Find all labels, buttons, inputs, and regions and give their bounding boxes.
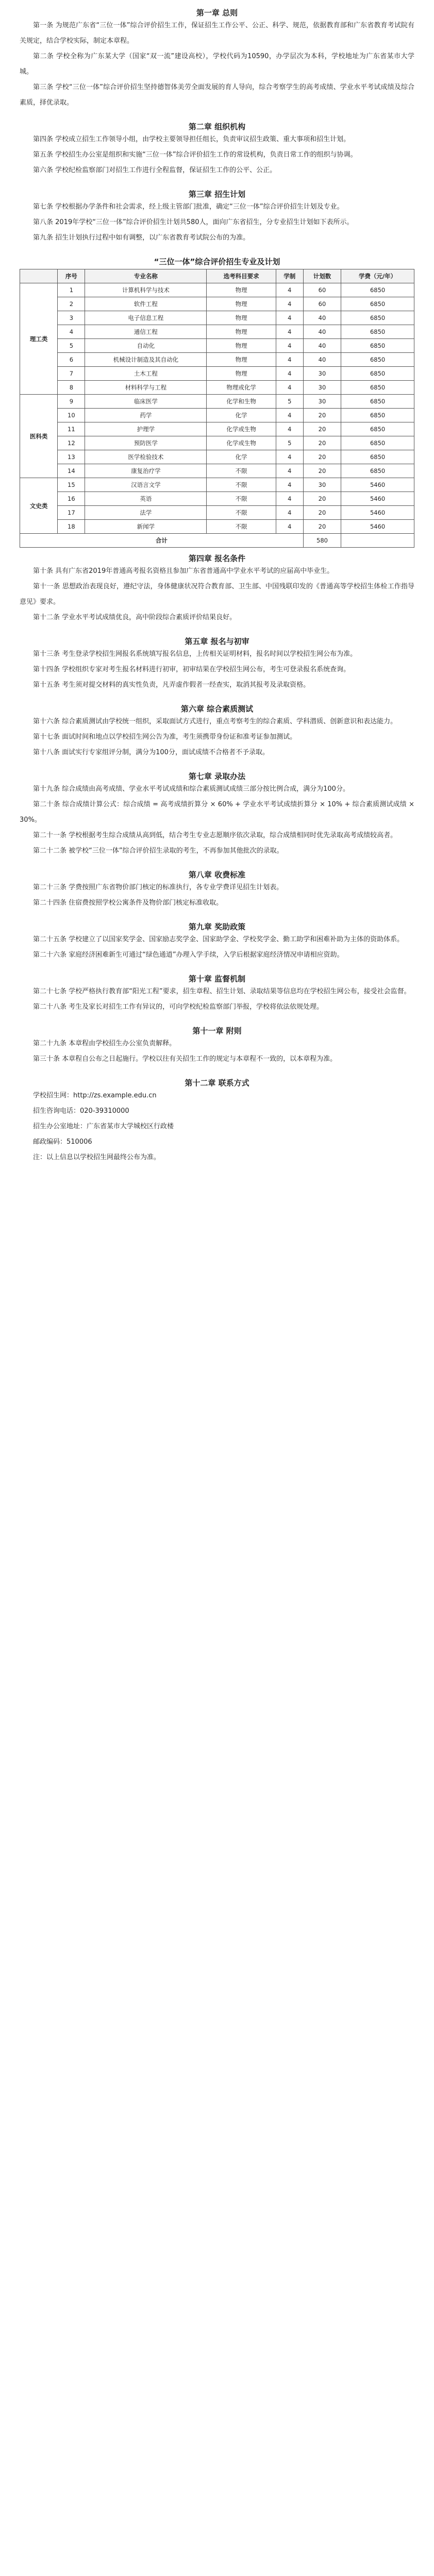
table-row: [20, 325, 414, 339]
table-cell: 40: [303, 325, 341, 339]
table-cell: 20: [303, 436, 341, 450]
chapter-paragraph: 第四条 学校成立招生工作领导小组，由学校主要领导担任组长，负责审议招生政策、重大事项和招生计划。: [33, 135, 350, 143]
table-cell: 化学或生物: [207, 436, 276, 450]
table-cell: 5: [276, 395, 303, 409]
table-cell: 6850: [341, 297, 414, 311]
table-header-row: [20, 269, 414, 283]
charter-back-section: [20, 553, 414, 1077]
table-cell: 物理: [207, 297, 276, 311]
table-cell: 40: [303, 353, 341, 367]
contact-section: [20, 1077, 414, 1165]
table-cell: 20: [303, 492, 341, 506]
table-cell: 不限: [207, 520, 276, 534]
table-cell: 8: [58, 381, 85, 395]
table-cell: 16: [58, 492, 85, 506]
chapter-paragraph: 第十二条 学业水平考试成绩优良，高中阶段综合素质评价结果良好。: [33, 614, 237, 621]
table-zone-cell: 理工类: [20, 283, 58, 395]
table-cell: 20: [303, 422, 341, 436]
table-row: [20, 464, 414, 478]
table-row: [20, 520, 414, 534]
table-cell: 3: [58, 311, 85, 325]
table-cell: 材料科学与工程: [85, 381, 207, 395]
table-cell: 英语: [85, 492, 207, 506]
chapter-paragraph: 第十五条 考生须对提交材料的真实性负责，凡弄虚作假者一经查实，取消其报考及录取资格。: [33, 681, 310, 689]
chapter-paragraph: 第八条 2019年学校“三位一体”综合评价招生计划共580人，面向广东省招生，分专业招生计划如下表所示。: [33, 218, 354, 226]
table-cell: 10: [58, 409, 85, 422]
table-cell: 40: [303, 311, 341, 325]
table-cell: 6850: [341, 436, 414, 450]
table-cell: 6850: [341, 311, 414, 325]
table-cell: 4: [276, 520, 303, 534]
table-cell: 4: [276, 325, 303, 339]
chapter-gap: [20, 246, 414, 256]
table-zone-cell: 文史类: [20, 478, 58, 534]
chapter-paragraph: 第十三条 考生登录学校招生网报名系统填写报名信息，上传相关证明材料，报名时间以学校招生网公布为准。: [33, 650, 357, 658]
table-cell: 汉语言文学: [85, 478, 207, 492]
table-cell: 9: [58, 395, 85, 409]
table-cell: 药学: [85, 409, 207, 422]
table-cell: 40: [303, 339, 341, 353]
table-cell: 13: [58, 450, 85, 464]
table-cell: 20: [303, 409, 341, 422]
table-cell: 4: [276, 492, 303, 506]
chapter-title: 第九章 奖助政策: [188, 922, 246, 931]
chapter-title: 第十一章 附则: [192, 1026, 242, 1036]
chapter-paragraph: 第十九条 综合成绩由高考成绩、学业水平考试成绩和综合素质测试成绩三部分按比例合成，满分为100分。: [33, 785, 349, 793]
chapter-paragraph: 第十八条 面试实行专家组评分制，满分为100分，面试成绩不合格者不予录取。: [33, 749, 269, 756]
table-cell: 医学检验技术: [85, 450, 207, 464]
table-cell: 物理: [207, 367, 276, 381]
table-row: [20, 436, 414, 450]
table-cell: 护理学: [85, 422, 207, 436]
table-cell: 电子信息工程: [85, 311, 207, 325]
table-cell: 14: [58, 464, 85, 478]
chapter-gap: [20, 963, 414, 973]
chapter-gap: [20, 178, 414, 189]
contact-item: 招生咨询电话：020-39310000: [33, 1107, 129, 1115]
table-cell: 30: [303, 381, 341, 395]
table-cell: 6850: [341, 353, 414, 367]
table-cell: 物理: [207, 339, 276, 353]
table-cell: 6850: [341, 450, 414, 464]
table-cell: 20: [303, 506, 341, 520]
table-cell: 4: [276, 367, 303, 381]
table-cell: 5: [276, 436, 303, 450]
table-cell: 物理: [207, 325, 276, 339]
table-cell: 30: [303, 395, 341, 409]
table-cell: 20: [303, 450, 341, 464]
table-header-cell: 计划数: [303, 269, 341, 283]
chapter-title: 第三章 招生计划: [188, 190, 246, 199]
table-row: [20, 353, 414, 367]
table-cell: 4: [276, 464, 303, 478]
table-cell: 4: [276, 450, 303, 464]
table-cell: 预防医学: [85, 436, 207, 450]
table-row: [20, 450, 414, 464]
chapter-title: 第七章 录取办法: [188, 772, 246, 781]
table-cell: 康复治疗学: [85, 464, 207, 478]
chapter-title: 第八章 收费标准: [188, 870, 246, 879]
table-cell: 不限: [207, 506, 276, 520]
table-cell: 5: [58, 339, 85, 353]
table-cell: 5460: [341, 520, 414, 534]
chapter-gap: [20, 693, 414, 703]
table-total-label: 合计: [20, 534, 304, 548]
chapter-paragraph: 第二十一条 学校根据考生综合成绩从高到低，结合考生专业志愿顺序依次录取，综合成绩相同时优先录取高考成绩较高者。: [33, 832, 397, 839]
table-cell: 4: [276, 283, 303, 297]
enrollment-plan-table: [20, 269, 414, 548]
table-header-cell-zone: [20, 269, 58, 283]
chapter-gap: [20, 1015, 414, 1025]
chapter-paragraph: 第二十六条 家庭经济困难新生可通过“绿色通道”办理入学手续，入学后根据家庭经济情况申请相应资助。: [33, 951, 344, 959]
chapter-title: 第六章 综合素质测试: [180, 704, 254, 714]
table-cell: 临床医学: [85, 395, 207, 409]
table-cell: 6850: [341, 409, 414, 422]
table-cell: 通信工程: [85, 325, 207, 339]
chapter-paragraph: 第二十三条 学费按照广东省物价部门核定的标准执行，各专业学费详见招生计划表。: [33, 884, 283, 891]
table-caption: “三位一体”综合评价招生专业及计划: [154, 257, 280, 266]
chapter-paragraph: 第三条 学校“三位一体”综合评价招生坚持德智体美劳全面发展的育人导向，综合考察学生的高考成绩、学业水平考试成绩及综合素质，择优录取。: [20, 83, 414, 107]
table-cell: 土木工程: [85, 367, 207, 381]
table-cell: 15: [58, 478, 85, 492]
chapter-title: 第二章 组织机构: [188, 122, 246, 131]
table-cell: 4: [276, 478, 303, 492]
table-cell: 11: [58, 422, 85, 436]
chapter-paragraph: 第二十七条 学校严格执行教育部“阳光工程”要求，招生章程、招生计划、录取结果等信息均在学校招生网公布，接受社会监督。: [33, 988, 411, 995]
table-cell: 4: [276, 409, 303, 422]
chapter-paragraph: 第二十八条 考生及家长对招生工作有异议的，可向学校纪检监察部门举报，学校将依法依规处理。: [33, 1003, 324, 1011]
contact-note: 注：以上信息以学校招生网最终公布为准。: [33, 1154, 161, 1161]
table-row: [20, 478, 414, 492]
table-cell: 6850: [341, 325, 414, 339]
table-cell: 4: [276, 297, 303, 311]
table-cell: 软件工程: [85, 297, 207, 311]
chapter-paragraph: 第十七条 面试时间和地点以学校招生网公告为准，考生须携带身份证和准考证参加测试。: [33, 733, 297, 741]
table-cell: 6850: [341, 339, 414, 353]
table-header-cell: 学制: [276, 269, 303, 283]
table-cell: 20: [303, 520, 341, 534]
table-cell: 6850: [341, 422, 414, 436]
chapter-paragraph: 第三十条 本章程自公布之日起施行。学校以往有关招生工作的规定与本章程不一致的，以本章程为准。: [33, 1055, 337, 1063]
chapter-gap: [20, 859, 414, 869]
contact-item: 学校招生网：http://zs.example.edu.cn: [33, 1092, 157, 1099]
table-cell: 自动化: [85, 339, 207, 353]
table-row: [20, 422, 414, 436]
table-cell: 机械设计制造及其自动化: [85, 353, 207, 367]
table-row: [20, 311, 414, 325]
table-header-cell: 选考科目要求: [207, 269, 276, 283]
table-cell: 30: [303, 478, 341, 492]
table-cell: 4: [276, 422, 303, 436]
table-cell: 化学和生物: [207, 395, 276, 409]
table-cell: 物理: [207, 311, 276, 325]
table-header-cell: 学费（元/年）: [341, 269, 414, 283]
table-cell: 法学: [85, 506, 207, 520]
table-cell: 物理: [207, 283, 276, 297]
chapter-paragraph: 第十条 具有广东省2019年普通高考报名资格且参加广东省普通高中学业水平考试的应届高中毕业生。: [33, 567, 334, 575]
chapter-paragraph: 第二十四条 住宿费按照学校公寓条件及物价部门核定标准收取。: [33, 899, 223, 907]
chapter-paragraph: 第二十二条 被学校“三位一体”综合评价招生录取的考生，不再参加其他批次的录取。: [33, 847, 283, 855]
chapter-paragraph: 第二条 学校全称为广东某大学（国家“双一流”建设高校），学校代码为10590，办学层次为本科，学校地址为广东省某市大学城。: [20, 53, 414, 76]
table-cell: 6: [58, 353, 85, 367]
table-cell: 4: [276, 339, 303, 353]
table-cell: 不限: [207, 492, 276, 506]
table-cell: 化学: [207, 409, 276, 422]
table-cell: 6850: [341, 283, 414, 297]
table-cell: 6850: [341, 381, 414, 395]
table-cell: 4: [276, 506, 303, 520]
table-cell: 4: [276, 311, 303, 325]
table-cell: 不限: [207, 464, 276, 478]
table-cell: 化学或生物: [207, 422, 276, 436]
table-header-cell: 序号: [58, 269, 85, 283]
table-cell: 物理或化学: [207, 381, 276, 395]
chapter-title: 第四章 报名条件: [188, 554, 246, 563]
table-cell: 5460: [341, 478, 414, 492]
table-cell: 新闻学: [85, 520, 207, 534]
chapter-paragraph: 第一条 为规范广东省“三位一体”综合评价招生工作，保证招生工作公平、公正、科学、规范，依据教育部和广东省教育考试院有关规定，结合学校实际，制定本章程。: [20, 22, 414, 45]
chapter-gap: [20, 625, 414, 636]
table-cell: 20: [303, 464, 341, 478]
table-cell: 计算机科学与技术: [85, 283, 207, 297]
chapter-paragraph: 第十一条 思想政治表现良好，遵纪守法，身体健康状况符合教育部、卫生部、中国残联印发的《普通高等学校招生体检工作指导意见》要求。: [20, 583, 414, 606]
chapter-title: 第五章 报名与初审: [185, 637, 249, 646]
table-cell: 4: [276, 381, 303, 395]
table-row: [20, 409, 414, 422]
table-row: [20, 381, 414, 395]
table-cell: 30: [303, 367, 341, 381]
table-total-value: 580: [303, 534, 341, 548]
chapter-paragraph: 第十六条 综合素质测试由学校统一组织，采取面试方式进行，重点考察考生的综合素质、学科潜质、创新意识和表达能力。: [33, 718, 397, 725]
contact-title: 第十二章 联系方式: [185, 1078, 249, 1088]
table-cell: 6850: [341, 395, 414, 409]
chapter-gap: [20, 911, 414, 921]
table-cell: 12: [58, 436, 85, 450]
table-zone-cell: 医科类: [20, 395, 58, 478]
chapter-paragraph: 第二十九条 本章程由学校招生办公室负责解释。: [33, 1040, 176, 1047]
chapter-title: 第一章 总则: [196, 8, 238, 18]
table-cell: 物理: [207, 353, 276, 367]
chapter-paragraph: 第七条 学校根据办学条件和社会需求，经上级主管部门批准，确定“三位一体”综合评价招生计划及专业。: [33, 203, 344, 211]
table-cell: 17: [58, 506, 85, 520]
chapter-paragraph: 第五条 学校招生办公室是组织和实施“三位一体”综合评价招生工作的常设机构，负责日常工作的组织与协调。: [33, 151, 357, 159]
table-row: [20, 367, 414, 381]
table-cell: 6850: [341, 367, 414, 381]
chapter-paragraph: 第二十五条 学校建立了以国家奖学金、国家励志奖学金、国家助学金、学校奖学金、勤工助学和困难补助为主体的资助体系。: [33, 936, 404, 943]
chapter-gap: [20, 111, 414, 121]
table-row: [20, 283, 414, 297]
chapter-paragraph: 第九条 招生计划执行过程中如有调整，以广东省教育考试院公布的为准。: [33, 234, 250, 242]
chapter-gap: [20, 1067, 414, 1077]
charter-front-section: [20, 0, 414, 256]
chapter-title: 第十章 监督机制: [188, 974, 246, 984]
contact-item: 招生办公室地址：广东省某市大学城校区行政楼: [33, 1123, 174, 1130]
table-cell: 2: [58, 297, 85, 311]
table-cell: 4: [58, 325, 85, 339]
table-cell: 5460: [341, 492, 414, 506]
table-cell: 7: [58, 367, 85, 381]
chapter-paragraph: 第十四条 学校组织专家对考生报名材料进行初审，初审结果在学校招生网公布，考生可登录报名系统查询。: [33, 666, 350, 673]
contact-item: 邮政编码：510006: [33, 1138, 92, 1146]
enrollment-plan-section: [20, 256, 414, 548]
table-cell: 60: [303, 297, 341, 311]
table-row: [20, 395, 414, 409]
table-row: [20, 339, 414, 353]
table-cell: 5460: [341, 506, 414, 520]
table-total-blank: [341, 534, 414, 548]
table-row: [20, 297, 414, 311]
table-header-cell: 专业名称: [85, 269, 207, 283]
chapter-paragraph: 第二十条 综合成绩计算公式：综合成绩 = 高考成绩折算分 × 60% + 学业水平考试成绩折算分 × 10% + 综合素质测试成绩 × 30%。: [20, 801, 414, 824]
table-total-row: [20, 534, 414, 548]
table-cell: 60: [303, 283, 341, 297]
table-cell: 化学: [207, 450, 276, 464]
table-cell: 6850: [341, 464, 414, 478]
table-row: [20, 506, 414, 520]
chapter-gap: [20, 760, 414, 771]
table-cell: 1: [58, 283, 85, 297]
table-cell: 4: [276, 353, 303, 367]
table-cell: 18: [58, 520, 85, 534]
table-row: [20, 492, 414, 506]
table-cell: 不限: [207, 478, 276, 492]
chapter-paragraph: 第六条 学校纪检监察部门对招生工作进行全程监督，保证招生工作的公平、公正。: [33, 166, 277, 174]
